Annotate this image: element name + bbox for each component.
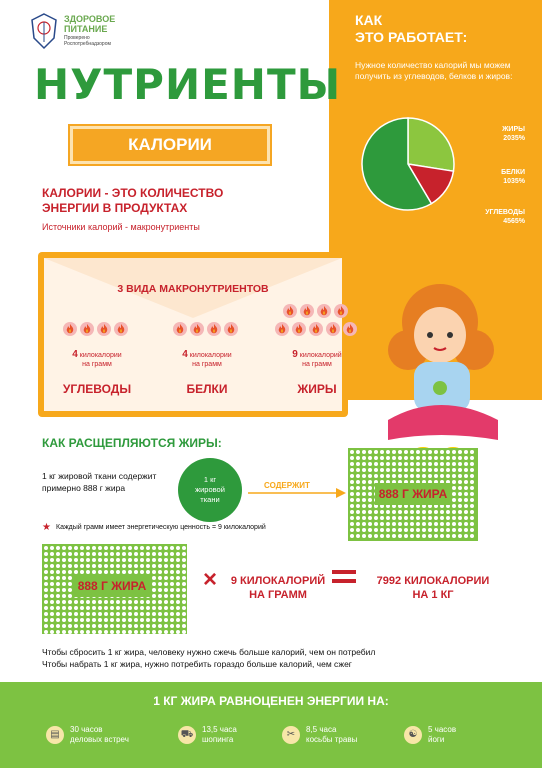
flame-icon bbox=[63, 322, 77, 336]
pie-label-proteins: БЕЛКИ 1035% bbox=[501, 169, 525, 185]
macro-kcal-proteins: 4 килокалории на грамм bbox=[182, 349, 232, 368]
how-text: Нужное количество калорий мы можем получить из углеводов, белков и жиров: bbox=[355, 60, 513, 81]
macro-name-proteins: БЕЛКИ bbox=[186, 382, 228, 396]
flame-icon bbox=[114, 322, 128, 336]
macros-title: 3 ВИДА МАКРОНУТРИЕНТОВ bbox=[117, 283, 269, 295]
flame-icon bbox=[283, 304, 297, 318]
fat-tissue-circle: 1 кг жировой ткани bbox=[178, 458, 242, 522]
star-icon: ★ bbox=[42, 522, 51, 533]
macro-name-fats: ЖИРЫ bbox=[297, 382, 337, 396]
flame-icon bbox=[97, 322, 111, 336]
fat-grams-label-top: 888 Г ЖИРА bbox=[375, 483, 451, 505]
flame-icon bbox=[224, 322, 238, 336]
girl-illustration bbox=[378, 280, 508, 475]
calories-definition: КАЛОРИИ - ЭТО КОЛИЧЕСТВО ЭНЕРГИИ В ПРОДУКТАХ bbox=[42, 186, 224, 215]
band-title: 1 КГ ЖИРА РАВНОЦЕНЕН ЭНЕРГИИ НА: bbox=[153, 694, 389, 708]
pie-slice-0 bbox=[408, 118, 454, 171]
macro-kcal-carbs: 4 килокалории на грамм bbox=[72, 349, 122, 368]
activity-meetings: 30 часов деловых встреч bbox=[70, 725, 129, 744]
emblem-icon bbox=[28, 12, 60, 50]
macro-kcal-fats: 9 килокалорий на грамм bbox=[292, 349, 342, 368]
macro-pie-chart bbox=[358, 114, 458, 214]
fat-tissue-text: 1 кг жировой ткани содержит примерно 888 г жира bbox=[42, 471, 157, 493]
fat-grams-label-bottom: 888 Г ЖИРА bbox=[72, 575, 152, 597]
fats-title: КАК РАСЩЕПЛЯЮТСЯ ЖИРЫ: bbox=[42, 436, 222, 450]
flame-icon bbox=[309, 322, 323, 336]
flame-icon bbox=[173, 322, 187, 336]
activity-shopping: 13,5 часа шопинга bbox=[202, 725, 237, 744]
arrow-right-icon bbox=[248, 486, 348, 500]
contains-label: СОДЕРЖИТ bbox=[264, 481, 310, 490]
page-title: НУТРИЕНТЫ bbox=[34, 60, 342, 109]
flame-icon bbox=[275, 322, 289, 336]
flame-icon bbox=[317, 304, 331, 318]
activity-yoga: 5 часов йоги bbox=[428, 725, 457, 744]
flame-icon bbox=[292, 322, 306, 336]
calories-definition-sub: Источники калорий - макронутриенты bbox=[42, 222, 200, 232]
energy-note: Каждый грамм имеет энергетическую ценность = 9 килокалорий bbox=[56, 524, 266, 531]
equals-icon bbox=[332, 568, 356, 586]
flame-icon bbox=[80, 322, 94, 336]
fat-balance-text: Чтобы сбросить 1 кг жира, человеку нужно сжечь больше калорий, чем он потребил Чтобы набрать 1 кг жира, нужно потребить гораздо больше калорий, чем сжег bbox=[42, 647, 376, 669]
kcal-per-gram: 9 КИЛОКАЛОРИЙ НА ГРАММ bbox=[230, 575, 326, 601]
mower-icon: ✂ bbox=[282, 726, 300, 744]
logo-title: ЗДОРОВОЕ ПИТАНИЕ bbox=[64, 14, 116, 34]
document-icon: ▤ bbox=[46, 726, 64, 744]
flame-icon bbox=[343, 322, 357, 336]
flame-icon bbox=[300, 304, 314, 318]
flame-icon bbox=[190, 322, 204, 336]
flame-icon bbox=[326, 322, 340, 336]
cart-icon: ⛟ bbox=[178, 726, 196, 744]
pie-label-carbs: УГЛЕВОДЫ 4565% bbox=[485, 209, 525, 225]
logo-subtitle: Проверено Роспотребнадзором bbox=[64, 35, 111, 47]
activity-mowing: 8,5 часа косьбы травы bbox=[306, 725, 358, 744]
flame-icon bbox=[334, 304, 348, 318]
yoga-icon: ☯ bbox=[404, 726, 422, 744]
multiply-icon: × bbox=[203, 566, 218, 593]
calories-banner: КАЛОРИИ bbox=[70, 126, 270, 164]
macro-name-carbs: УГЛЕВОДЫ bbox=[62, 382, 132, 396]
flame-icon bbox=[207, 322, 221, 336]
pie-label-fats: ЖИРЫ 2035% bbox=[502, 126, 525, 142]
how-title: КАК ЭТО РАБОТАЕТ: bbox=[355, 12, 468, 45]
kcal-per-kg: 7992 КИЛОКАЛОРИИ НА 1 КГ bbox=[376, 575, 490, 601]
